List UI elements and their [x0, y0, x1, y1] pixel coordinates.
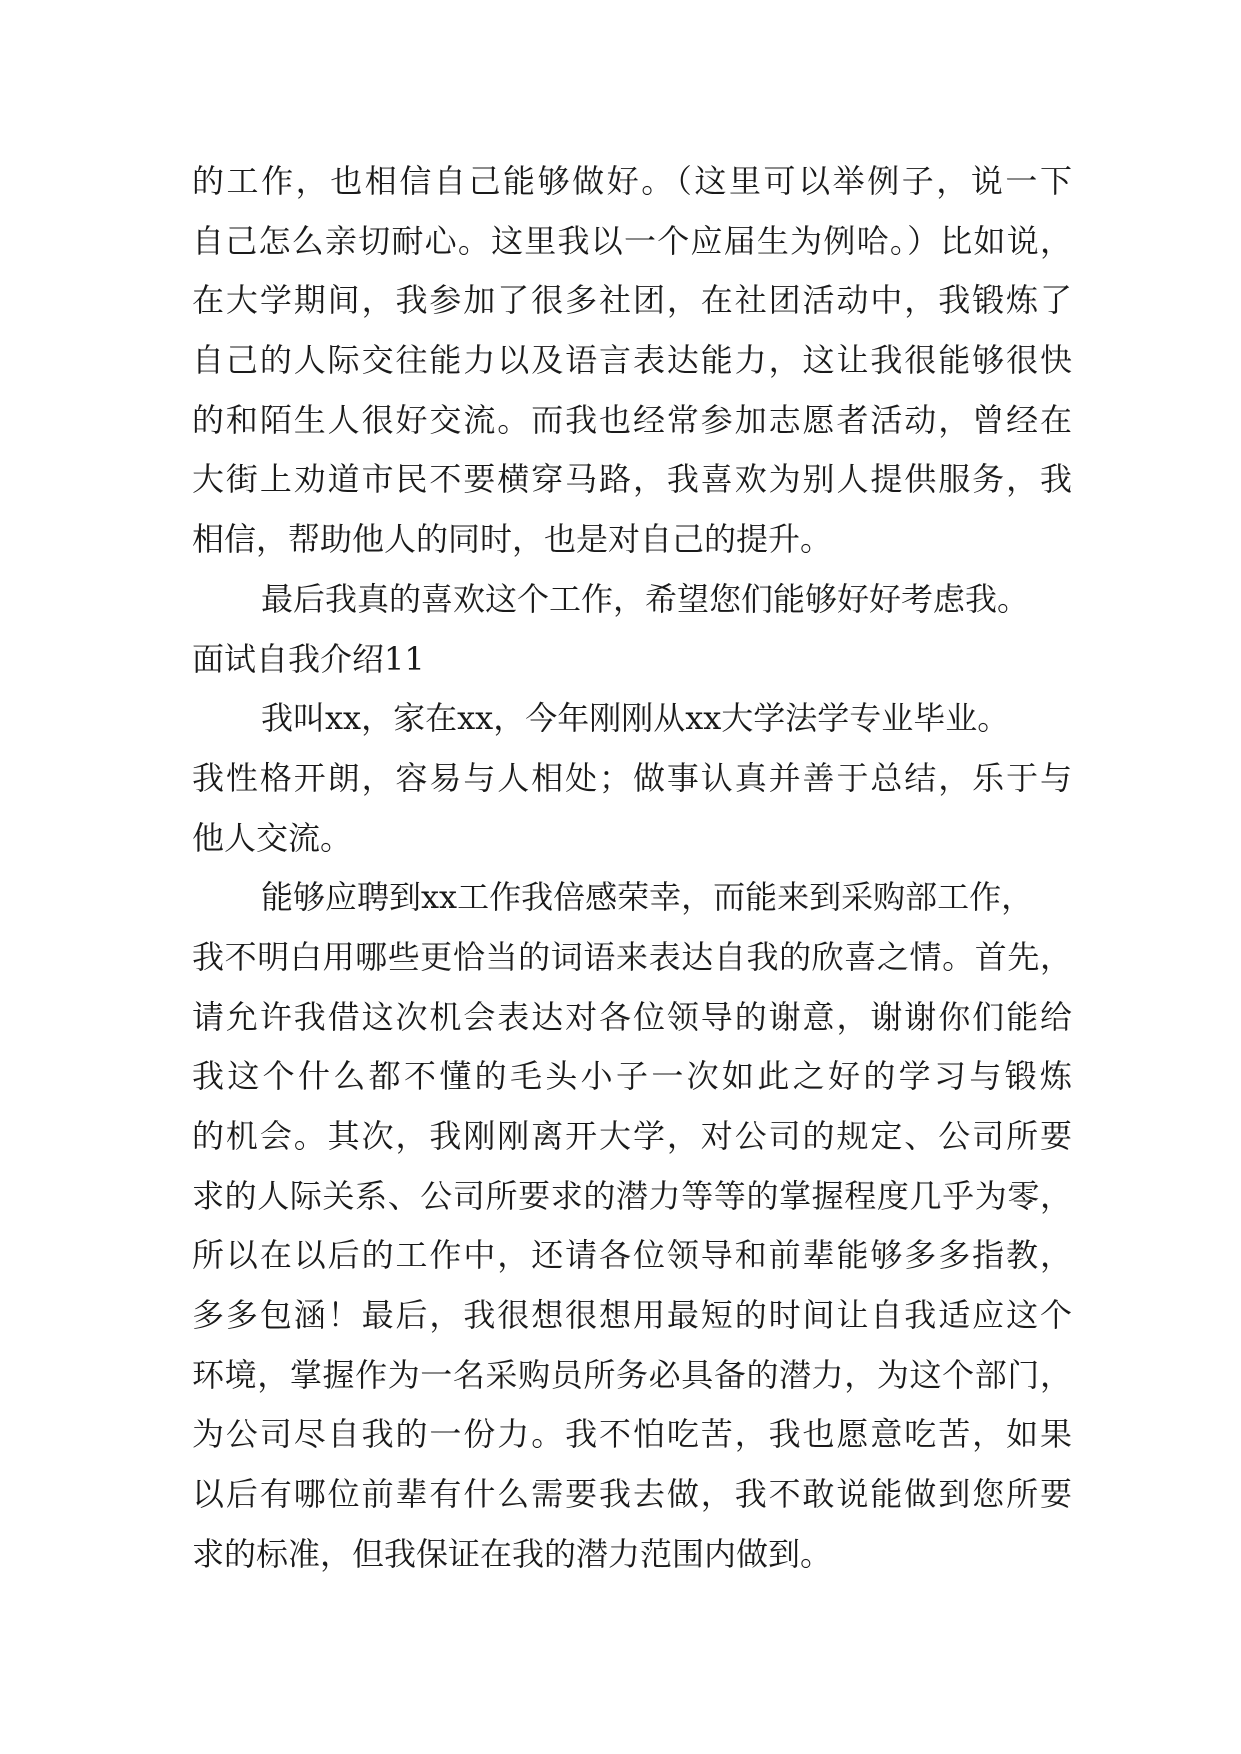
text-line: 他人交流。	[192, 818, 353, 857]
text-line: 所以在以后的工作中，还请各位领导和前辈能够多多指教，	[192, 1236, 1072, 1275]
text-line: 自己怎么亲切耐心。这里我以一个应届生为例哈。）比如说，	[192, 221, 1072, 260]
text-line: 我性格开朗，容易与人相处；做事认真并善于总结，乐于与	[192, 758, 1072, 797]
text-line: 的机会。其次，我刚刚离开大学，对公司的规定、公司所要	[192, 1117, 1072, 1155]
text-line: 我不明白用哪些更恰当的词语来表达自我的欣喜之情。首先，	[192, 937, 1072, 976]
text-line: 环境，掌握作为一名采购员所务必具备的潜力，为这个部门，	[192, 1355, 1072, 1394]
text-line: 在大学期间，我参加了很多社团，在社团活动中，我锻炼了	[192, 281, 1072, 320]
text-line: 请允许我借这次机会表达对各位领导的谢意，谢谢你们能给	[192, 997, 1072, 1036]
text-line: 的和陌生人很好交流。而我也经常参加志愿者活动，曾经在	[192, 400, 1072, 439]
text-line: 求的标准，但我保证在我的潜力范围内做到。	[192, 1534, 833, 1573]
text-line: 以后有哪位前辈有什么需要我去做，我不敢说能做到您所要	[192, 1475, 1072, 1514]
text-line: 多多包涵！最后，我很想很想用最短的时间让自我适应这个	[192, 1296, 1072, 1335]
text-line: 能够应聘到xx工作我倍感荣幸，而能来到采购部工作，	[261, 878, 1034, 917]
section-heading: 面试自我介绍11	[192, 639, 425, 678]
text-line: 我这个什么都不懂的毛头小子一次如此之好的学习与锻炼	[192, 1057, 1072, 1096]
text-line: 为公司尽自我的一份力。我不怕吃苦，我也愿意吃苦，如果	[192, 1415, 1072, 1454]
text-line: 大街上劝道市民不要横穿马路，我喜欢为别人提供服务，我	[192, 460, 1072, 499]
text-line: 的工作，也相信自己能够做好。（这里可以举例子，说一下	[192, 162, 1072, 200]
text-line: 求的人际关系、公司所要求的潜力等等的掌握程度几乎为零，	[192, 1176, 1072, 1215]
text-line: 我叫xx，家在xx，今年刚刚从xx大学法学专业毕业。	[261, 699, 1010, 738]
text-line: 自己的人际交往能力以及语言表达能力，这让我很能够很快	[192, 341, 1072, 380]
document-body	[192, 152, 1072, 1585]
text-line: 相信，帮助他人的同时，也是对自己的提升。	[192, 520, 833, 559]
text-line: 最后我真的喜欢这个工作，希望您们能够好好考虑我。	[261, 579, 1030, 618]
